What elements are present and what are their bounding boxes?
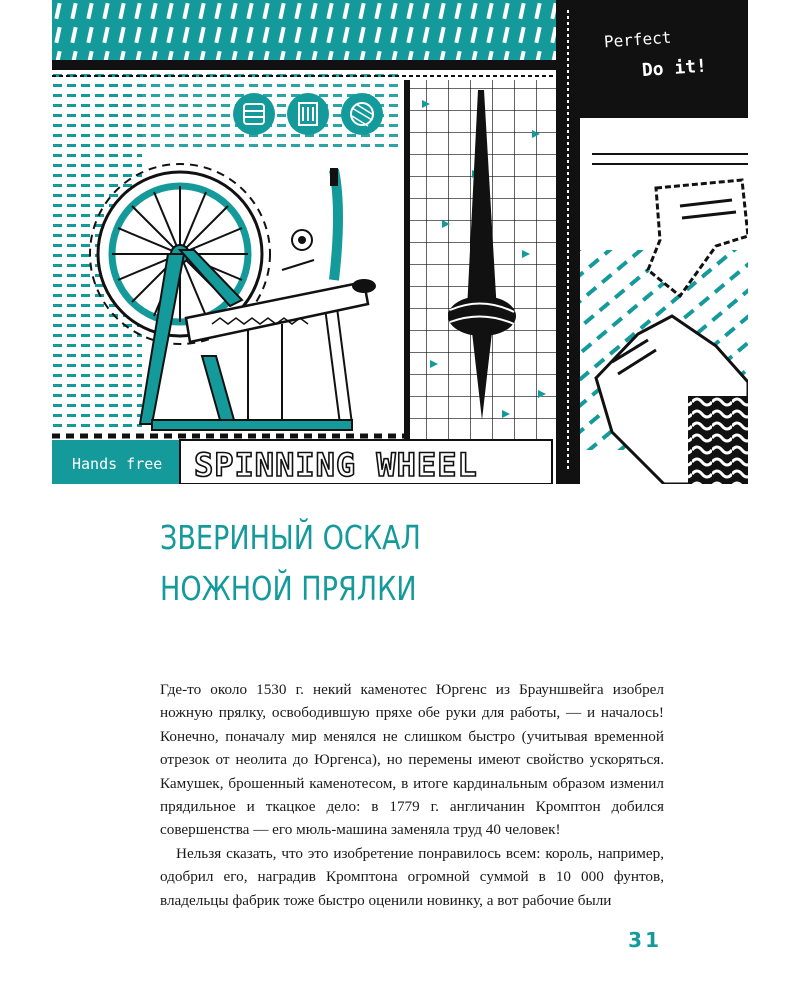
spinning-wheel-illustration: [52, 0, 748, 484]
spinning-wheel-label: SPINNING WHEEL: [194, 446, 478, 484]
page-number: 31: [628, 928, 662, 952]
do-it-label: Do it!: [641, 55, 708, 82]
yarn-ball-icon: [233, 93, 275, 135]
heading-line-2: НОЖНОЙ ПРЯЛКИ: [160, 569, 417, 608]
hands-free-label: Hands free: [72, 455, 163, 473]
perfect-label: Perfect: [603, 27, 672, 52]
paragraph-1: Где-то около 1530 г. некий каменотес Юргенс из Брауншвейга изобрел ножную прялку, освободившую пряхе обе руки для работы, — и началось! Конечно, поначалу мир менялся не слишком быстро (учитывая временной отрезок от неолита до Юргенса), но перемены имеют свойство ускоряться. Камушек, брошенный каменотесом, в итоге кардинальным образом изменил прядильное и ткацкое дело: в 1779 г. англичанин Кромптон добился совершенства — его мюль-машина заменяла труд 40 человек!: [160, 681, 664, 839]
body-text: [160, 678, 664, 912]
spinning-wheel-tag: [180, 440, 552, 484]
heading-line-1: ЗВЕРИНЫЙ ОСКАЛ: [160, 518, 421, 557]
yarn-ball-lines-icon: [341, 93, 383, 135]
spool-icon: [287, 93, 329, 135]
top-pattern-band: [52, 0, 580, 70]
hands-free-tag: [52, 440, 180, 484]
paragraph-2: Нельзя сказать, что это изобретение понравилось всем: король, например, одобрил его, наградив Кромптона огромной суммой в 10 000 фунтов, владельцы фабрик тоже быстро оценили новинку, а вот рабочие были: [160, 844, 664, 909]
chapter-heading: [160, 512, 619, 614]
